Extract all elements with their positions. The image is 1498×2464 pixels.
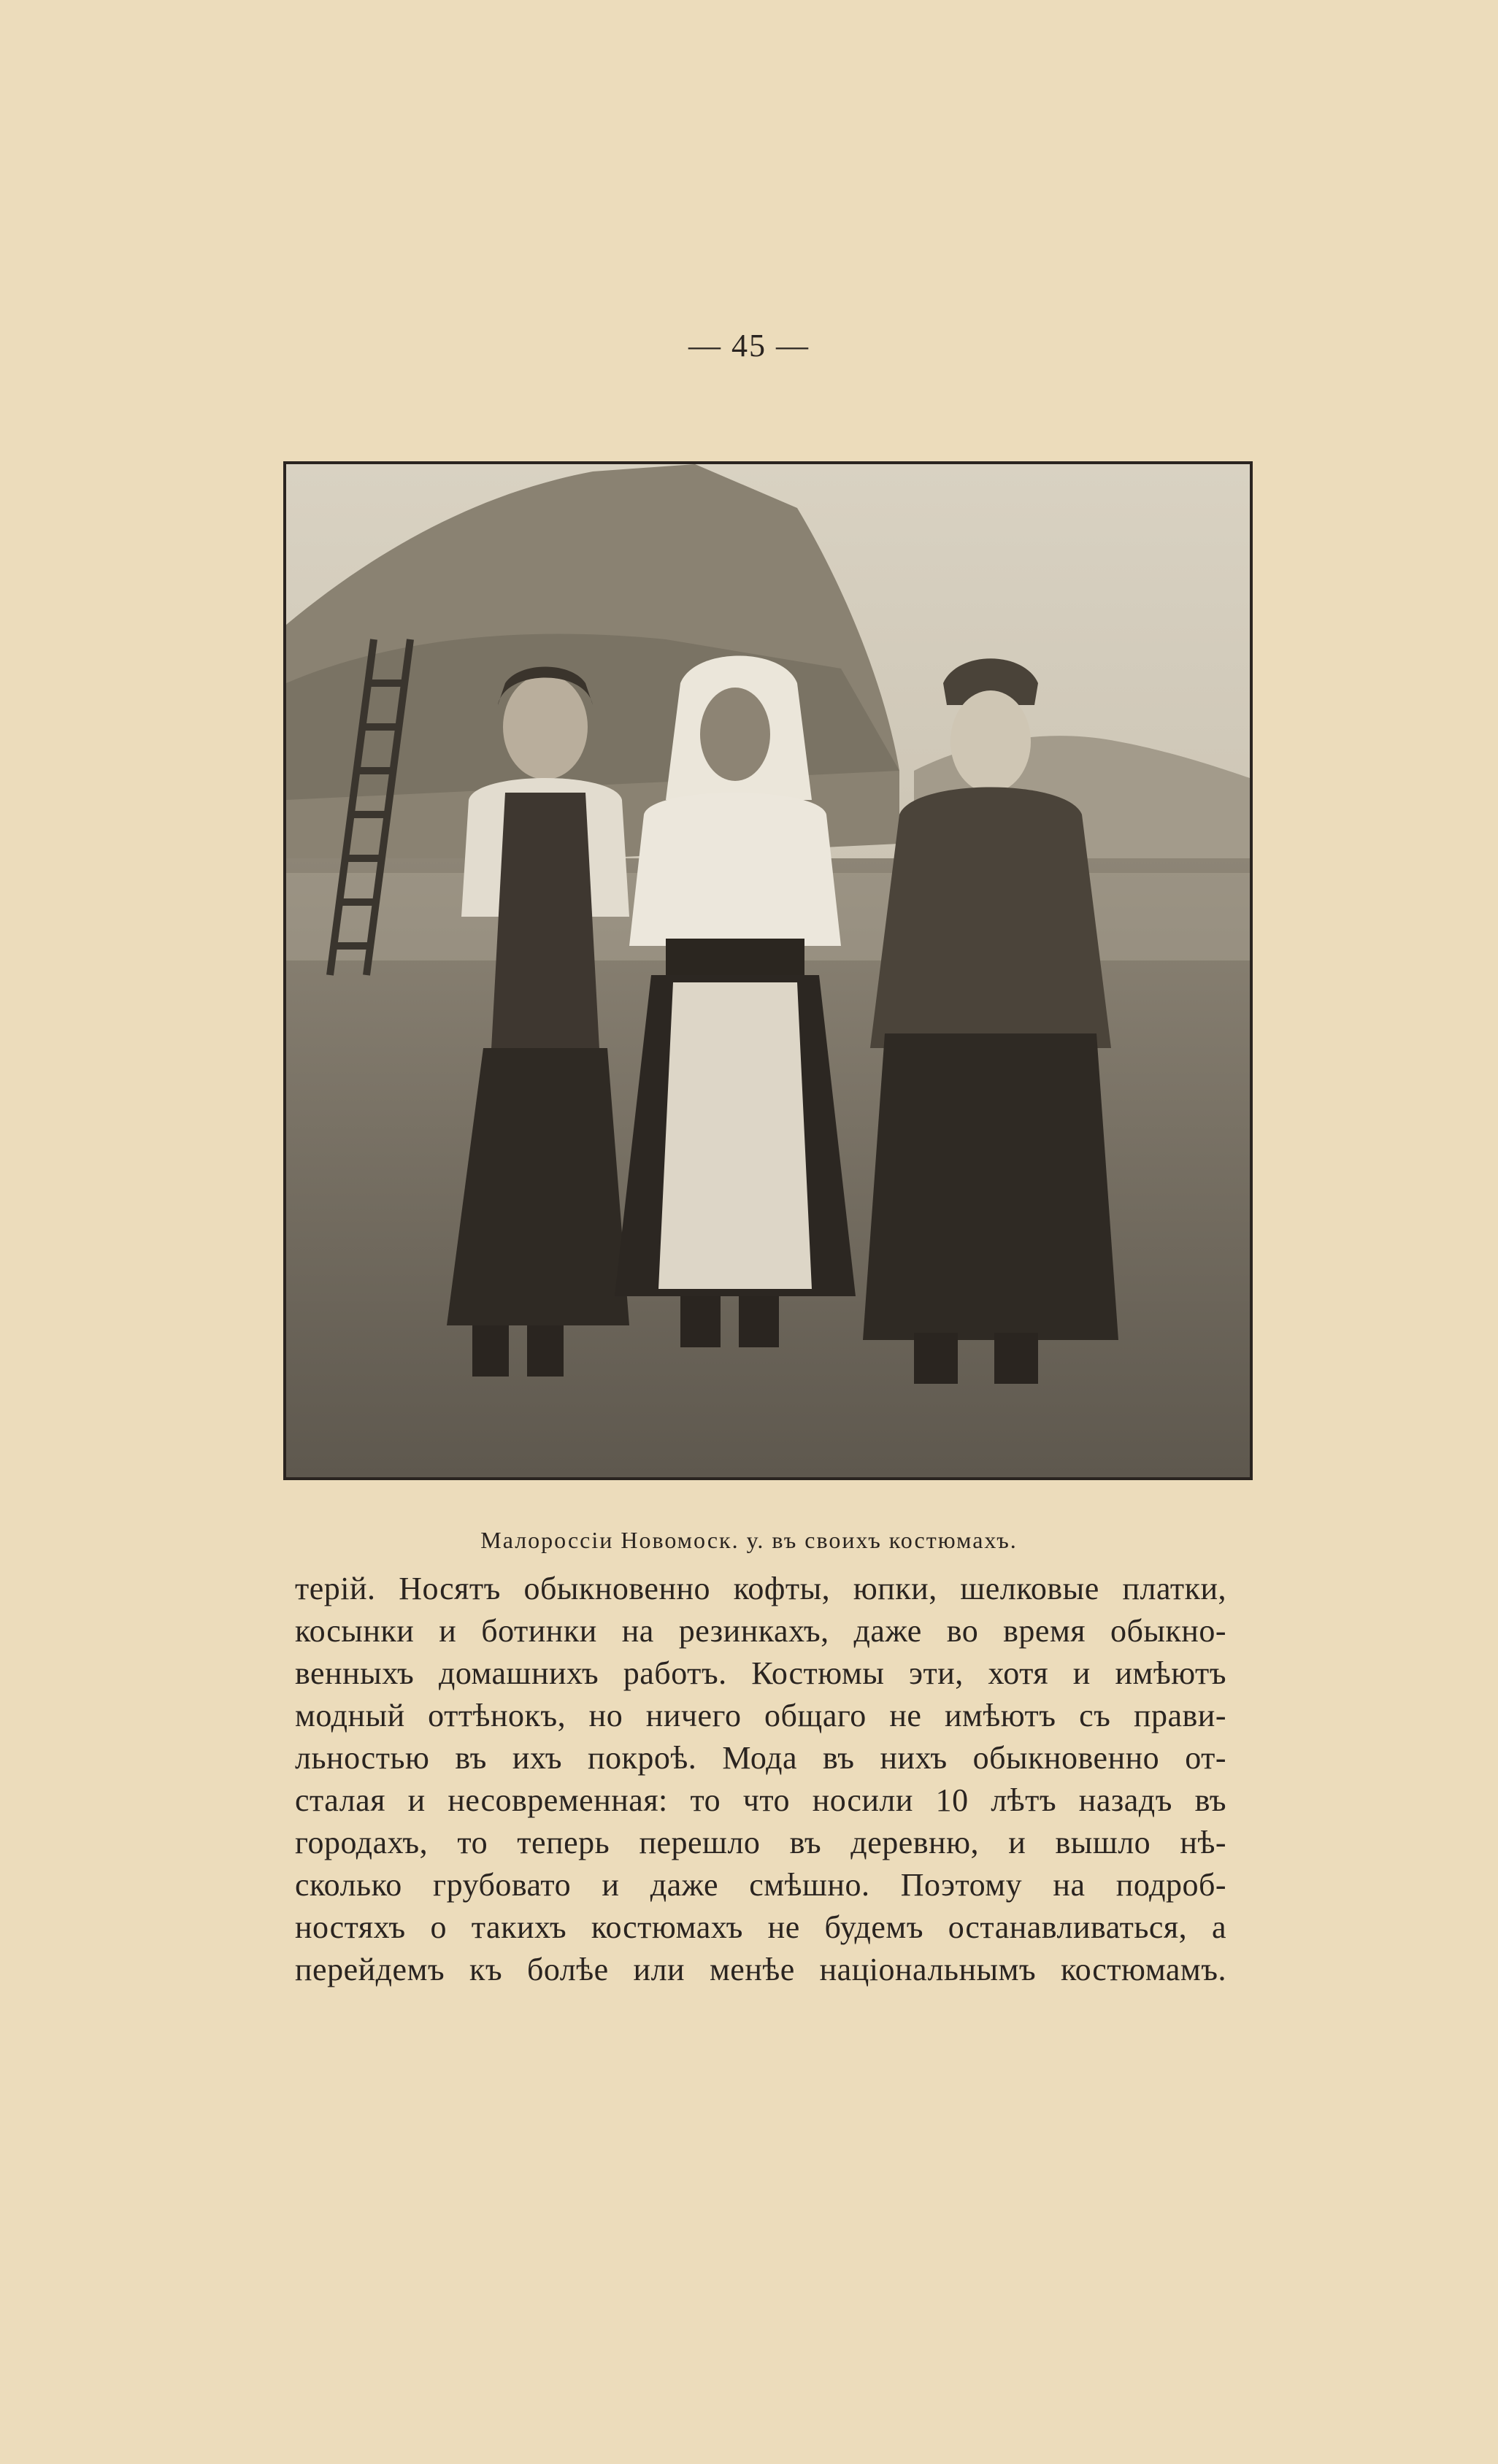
text-line: сталая и несовременная: то что носили 10 лѣтъ назадъ въ bbox=[295, 1782, 1226, 1818]
text-line: модный оттѣнокъ, но ничего общаго не имѣютъ съ прави- bbox=[295, 1698, 1226, 1733]
text-line: косынки и ботинки на резинкахъ, даже во время обыкно- bbox=[295, 1613, 1226, 1649]
body-text bbox=[295, 1568, 1226, 1991]
text-line: городахъ, то теперь перешло въ деревню, и вышло нѣ- bbox=[295, 1825, 1226, 1860]
text-line: сколько грубовато и даже смѣшно. Поэтому на подроб- bbox=[295, 1867, 1226, 1903]
photograph-image bbox=[286, 464, 1250, 1477]
figure-caption: Малороссіи Новомоск. у. въ своихъ костюмахъ. bbox=[480, 1527, 1018, 1553]
text-line: ностяхъ о такихъ костюмахъ не будемъ останавливаться, а bbox=[295, 1909, 1226, 1945]
text-line: перейдемъ къ болѣе или менѣе національнымъ костюмамъ. bbox=[295, 1952, 1226, 1987]
text-line: терій. Носятъ обыкновенно кофты, юпки, шелковые платки, bbox=[295, 1571, 1226, 1606]
text-line: льностью въ ихъ покроѣ. Мода въ нихъ обыкновенно от- bbox=[295, 1740, 1226, 1776]
page-number: — 45 — bbox=[688, 328, 810, 363]
text-line: венныхъ домашнихъ работъ. Костюмы эти, хотя и имѣютъ bbox=[295, 1655, 1226, 1691]
photograph bbox=[283, 461, 1253, 1480]
